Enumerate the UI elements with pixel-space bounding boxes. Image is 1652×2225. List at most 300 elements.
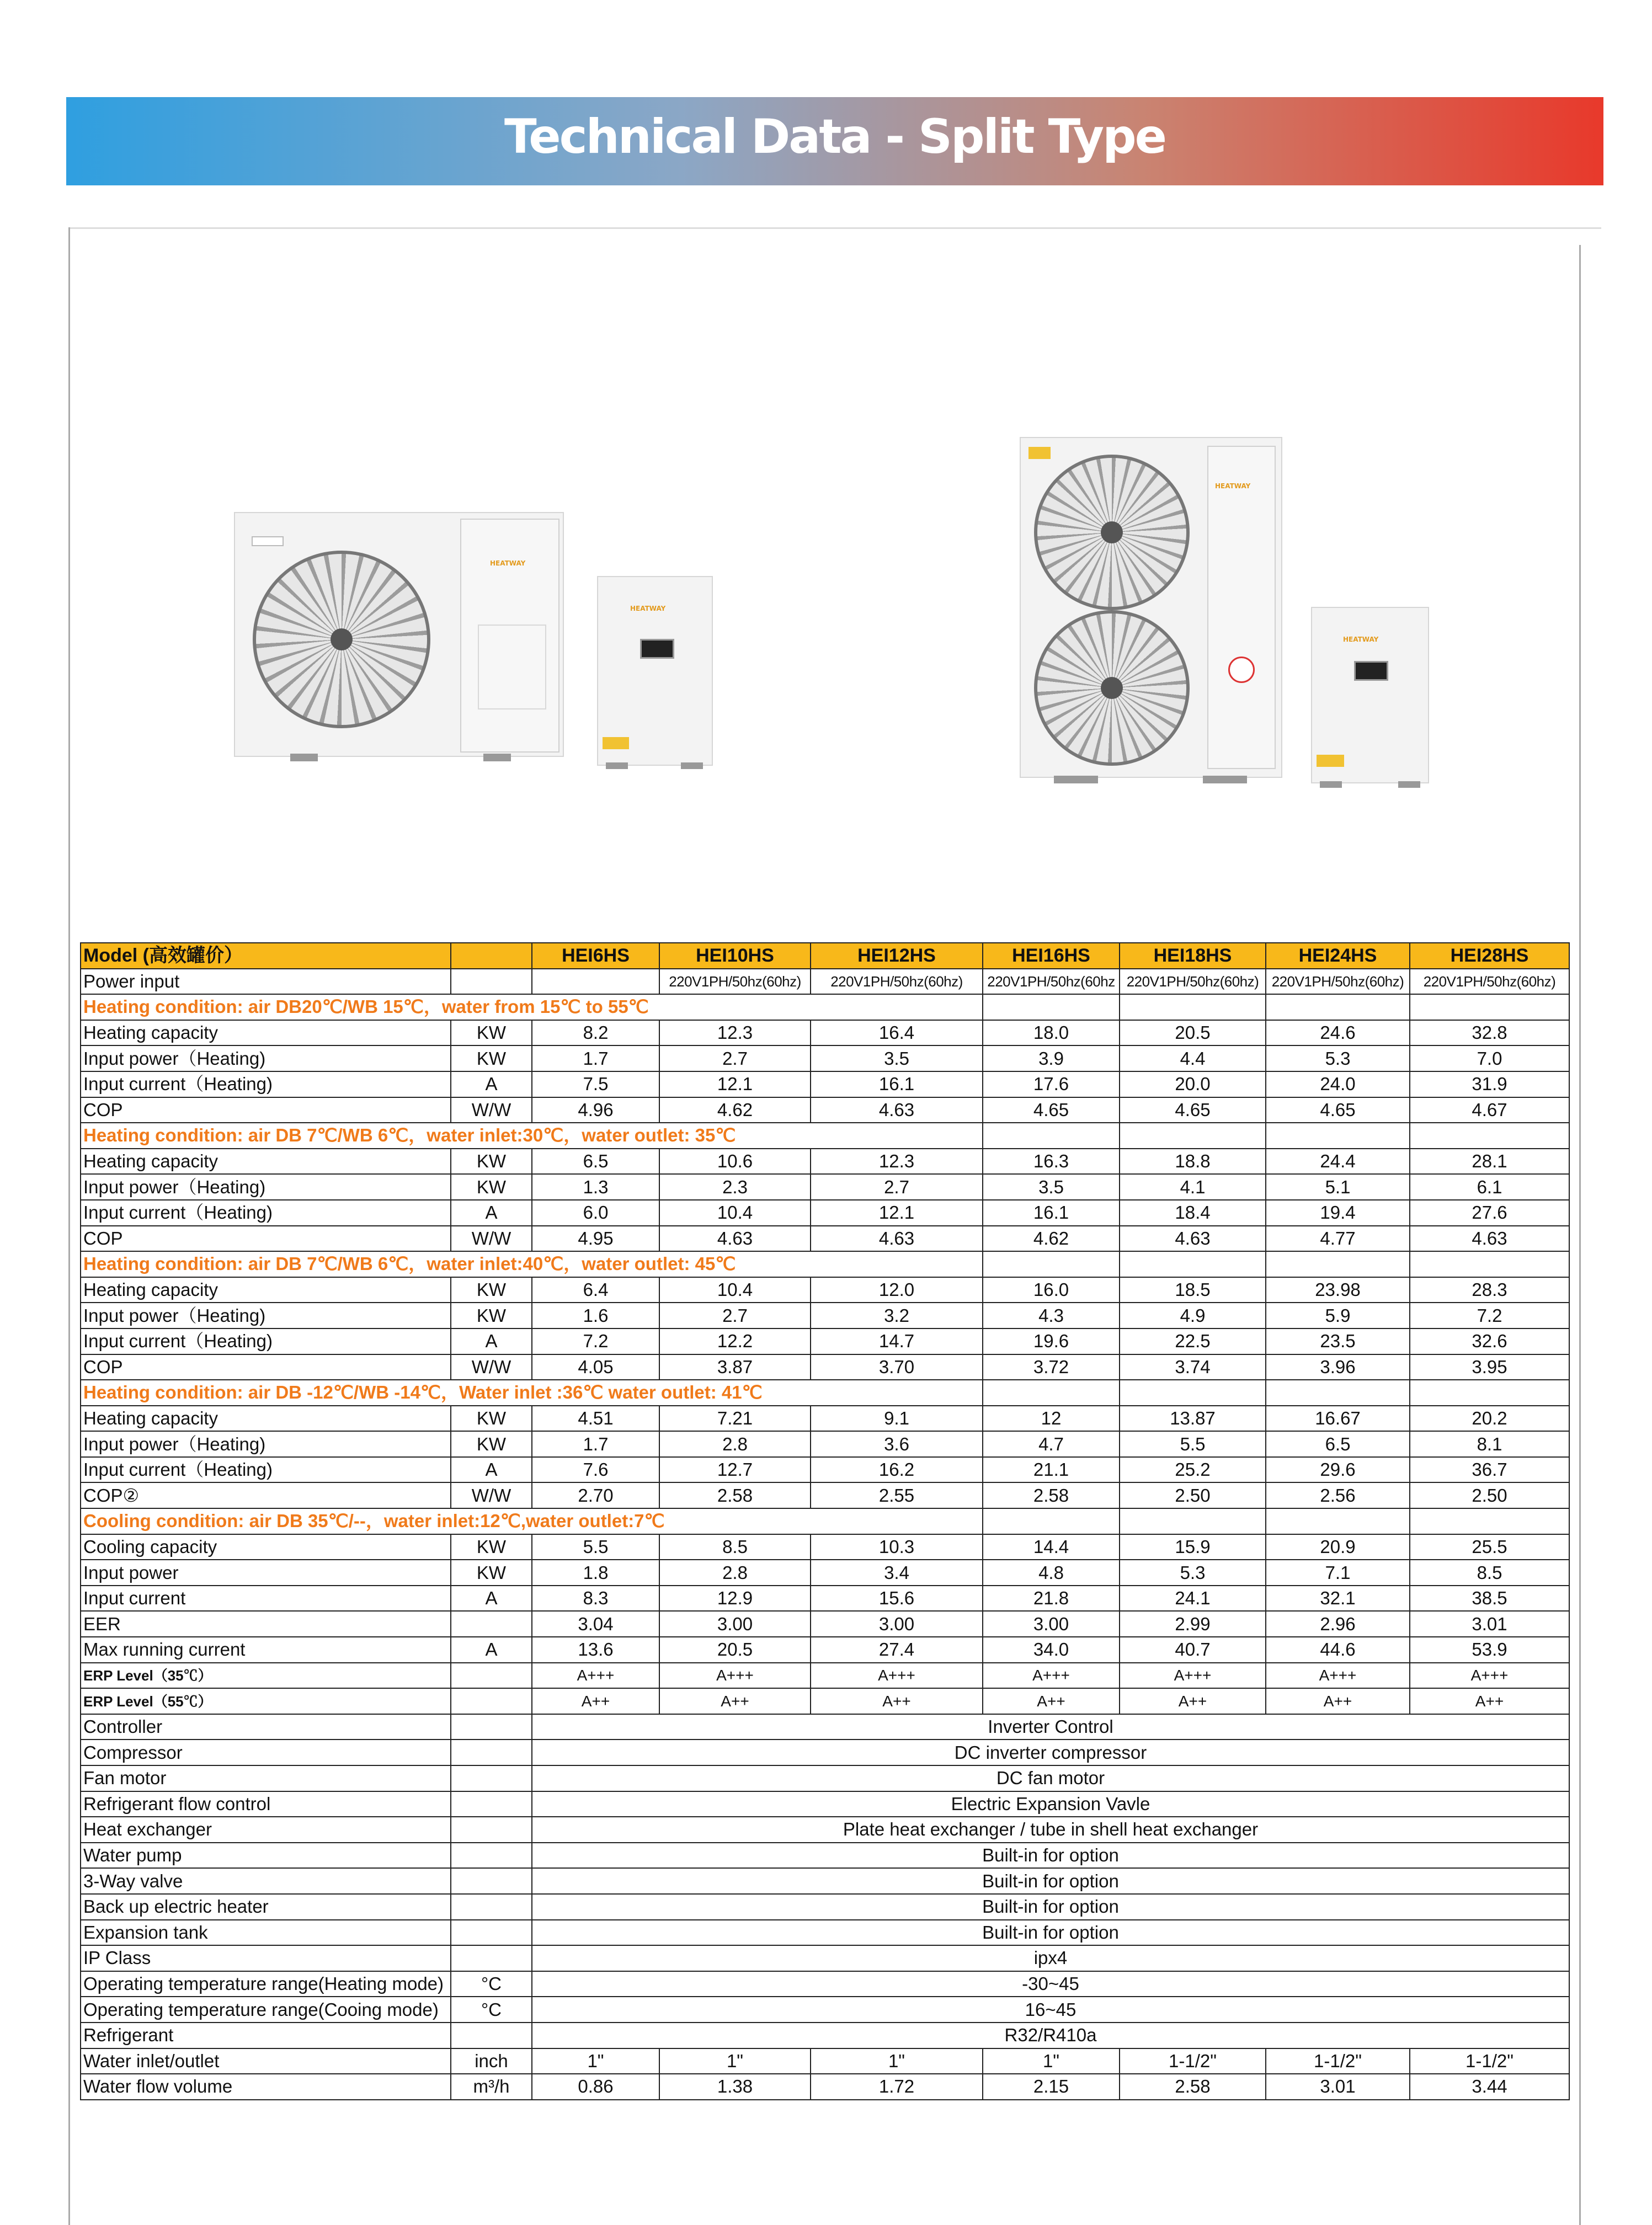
table-row xyxy=(81,1457,1569,1483)
table-cell: 12.1 xyxy=(659,1071,811,1097)
table-row xyxy=(81,1328,1569,1354)
row-label: IP Class xyxy=(81,1945,451,1971)
table-cell: 1.72 xyxy=(811,2074,983,2100)
table-cell: 1-1/2" xyxy=(1410,2048,1569,2074)
table-cell: 4.63 xyxy=(659,1226,811,1252)
condition-row xyxy=(81,1251,1569,1277)
table-cell: 7.21 xyxy=(659,1406,811,1432)
table-cell: 16.2 xyxy=(811,1457,983,1483)
table-row xyxy=(81,2074,1569,2100)
table-cell: 2.70 xyxy=(532,1482,659,1508)
table-cell xyxy=(1410,1251,1569,1277)
table-cell xyxy=(1266,1123,1410,1149)
table-cell: 4.67 xyxy=(1410,1097,1569,1123)
table-cell: 7.2 xyxy=(1410,1303,1569,1328)
table-cell: 4.63 xyxy=(811,1097,983,1123)
row-label: Water pump xyxy=(81,1843,451,1869)
merged-value: Inverter Control xyxy=(532,1714,1569,1740)
table-cell: 6.4 xyxy=(532,1277,659,1303)
common-row xyxy=(81,1971,1569,1997)
table-cell: 36.7 xyxy=(1410,1457,1569,1483)
controller-display xyxy=(1354,661,1388,681)
row-label: ERP Level（55℃） xyxy=(81,1688,451,1714)
table-cell: 14.7 xyxy=(811,1328,983,1354)
table-row xyxy=(81,1277,1569,1303)
table-cell: 8.5 xyxy=(1410,1560,1569,1586)
table-cell: 3.4 xyxy=(811,1560,983,1586)
row-label: Input current（Heating) xyxy=(81,1071,451,1097)
table-cell: 14.4 xyxy=(983,1534,1120,1560)
table-cell: 10.3 xyxy=(811,1534,983,1560)
table-cell: 18.4 xyxy=(1120,1200,1266,1226)
table-cell: 4.65 xyxy=(1120,1097,1266,1123)
row-label: Input power（Heating) xyxy=(81,1174,451,1200)
common-row xyxy=(81,1945,1569,1971)
row-unit: KW xyxy=(451,1431,532,1457)
row-unit: W/W xyxy=(451,1482,532,1508)
table-cell: 220V1PH/50hz(60hz) xyxy=(1410,969,1569,995)
table-cell: 3.2 xyxy=(811,1303,983,1328)
table-cell: 1.7 xyxy=(532,1431,659,1457)
table-cell: 0.86 xyxy=(532,2074,659,2100)
table-cell: 2.3 xyxy=(659,1174,811,1200)
table-row xyxy=(81,1354,1569,1380)
common-row xyxy=(81,1765,1569,1791)
row-label: Input power（Heating) xyxy=(81,1045,451,1071)
table-cell: 21.1 xyxy=(983,1457,1120,1483)
table-cell: 4.62 xyxy=(983,1226,1120,1252)
table-cell: A+++ xyxy=(659,1663,811,1689)
row-unit: A xyxy=(451,1457,532,1483)
table-cell xyxy=(1120,1508,1266,1534)
row-unit xyxy=(451,1740,532,1765)
table-cell: A++ xyxy=(1266,1688,1410,1714)
table-cell: 16.1 xyxy=(983,1200,1120,1226)
frame-right-border xyxy=(1579,245,1581,2225)
row-label: Max running current xyxy=(81,1637,451,1663)
table-cell: 8.3 xyxy=(532,1586,659,1612)
indoor-module xyxy=(1311,607,1429,783)
table-cell: 3.5 xyxy=(983,1174,1120,1200)
table-cell: 4.9 xyxy=(1120,1303,1266,1328)
spec-table-body xyxy=(81,943,1569,2100)
condition-row xyxy=(81,1380,1569,1406)
table-row xyxy=(81,1071,1569,1097)
table-cell: 12.2 xyxy=(659,1328,811,1354)
table-cell: 3.5 xyxy=(811,1045,983,1071)
table-header-row xyxy=(81,943,1569,969)
fan-icon xyxy=(1034,455,1190,610)
table-row xyxy=(81,1611,1569,1637)
table-cell: 3.87 xyxy=(659,1354,811,1380)
table-cell: 2.58 xyxy=(659,1482,811,1508)
table-cell: 27.6 xyxy=(1410,1200,1569,1226)
erp-row xyxy=(81,1663,1569,1689)
table-cell: 20.5 xyxy=(1120,1020,1266,1046)
table-cell: 28.1 xyxy=(1410,1149,1569,1175)
table-cell: 25.5 xyxy=(1410,1534,1569,1560)
table-cell: 3.00 xyxy=(659,1611,811,1637)
model-name: HEI28HS xyxy=(1410,943,1569,969)
table-cell: A+++ xyxy=(532,1663,659,1689)
table-cell: 8.5 xyxy=(659,1534,811,1560)
row-label: Controller xyxy=(81,1714,451,1740)
table-row xyxy=(81,1303,1569,1328)
table-cell xyxy=(1266,1251,1410,1277)
merged-value: R32/R410a xyxy=(532,2023,1569,2048)
row-label: Water flow volume xyxy=(81,2074,451,2100)
table-row xyxy=(81,1586,1569,1612)
row-unit: KW xyxy=(451,1277,532,1303)
table-cell: 16.0 xyxy=(983,1277,1120,1303)
table-cell: 9.1 xyxy=(811,1406,983,1432)
table-cell: 1.3 xyxy=(532,1174,659,1200)
row-unit: KW xyxy=(451,1149,532,1175)
table-cell: 4.63 xyxy=(811,1226,983,1252)
table-cell: 24.1 xyxy=(1120,1586,1266,1612)
table-cell: 6.1 xyxy=(1410,1174,1569,1200)
table-cell: 220V1PH/50hz(60hz) xyxy=(1266,969,1410,995)
row-label: Input current（Heating) xyxy=(81,1328,451,1354)
fan-icon xyxy=(253,551,430,728)
table-cell: 5.5 xyxy=(1120,1431,1266,1457)
table-cell: 1.38 xyxy=(659,2074,811,2100)
table-cell: 7.1 xyxy=(1266,1560,1410,1586)
table-cell xyxy=(983,1251,1120,1277)
table-cell: 12.0 xyxy=(811,1277,983,1303)
row-unit: KW xyxy=(451,1406,532,1432)
table-cell xyxy=(1120,994,1266,1020)
table-cell xyxy=(983,994,1120,1020)
table-cell: 4.95 xyxy=(532,1226,659,1252)
table-cell: 3.70 xyxy=(811,1354,983,1380)
brand-logo: HEATWAY xyxy=(1215,482,1251,490)
table-cell: 18.0 xyxy=(983,1020,1120,1046)
table-cell: 2.99 xyxy=(1120,1611,1266,1637)
table-cell: 7.5 xyxy=(532,1071,659,1097)
table-cell: 1.8 xyxy=(532,1560,659,1586)
condition-label: Heating condition: air DB -12℃/WB -14℃，Water inlet :36℃ water outlet: 41℃ xyxy=(81,1380,983,1406)
table-cell: 2.50 xyxy=(1410,1482,1569,1508)
row-label: Heat exchanger xyxy=(81,1817,451,1843)
frame-left-border xyxy=(68,227,70,2225)
common-row xyxy=(81,2023,1569,2048)
merged-value: DC fan motor xyxy=(532,1765,1569,1791)
condition-row xyxy=(81,1508,1569,1534)
table-cell: A++ xyxy=(1120,1688,1266,1714)
table-cell: 4.77 xyxy=(1266,1226,1410,1252)
row-label: Operating temperature range(Cooing mode) xyxy=(81,1997,451,2023)
table-cell: 12.3 xyxy=(811,1149,983,1175)
table-cell: 1-1/2" xyxy=(1266,2048,1410,2074)
table-cell: 25.2 xyxy=(1120,1457,1266,1483)
merged-value: Electric Expansion Vavle xyxy=(532,1791,1569,1817)
table-cell: 44.6 xyxy=(1266,1637,1410,1663)
table-cell xyxy=(983,1508,1120,1534)
row-label: COP xyxy=(81,1226,451,1252)
table-cell: 3.74 xyxy=(1120,1354,1266,1380)
common-row xyxy=(81,1817,1569,1843)
table-cell: 29.6 xyxy=(1266,1457,1410,1483)
table-cell: 1" xyxy=(532,2048,659,2074)
table-cell: A+++ xyxy=(1410,1663,1569,1689)
table-cell: 28.3 xyxy=(1410,1277,1569,1303)
table-cell: 2.96 xyxy=(1266,1611,1410,1637)
row-unit xyxy=(451,1663,532,1689)
row-unit xyxy=(451,1688,532,1714)
table-cell: 4.51 xyxy=(532,1406,659,1432)
side-panel xyxy=(460,519,559,753)
merged-value: ipx4 xyxy=(532,1945,1569,1971)
row-label: Heating capacity xyxy=(81,1277,451,1303)
table-cell: 2.58 xyxy=(1120,2074,1266,2100)
common-row xyxy=(81,1791,1569,1817)
row-unit: inch xyxy=(451,2048,532,2074)
table-cell: 32.1 xyxy=(1266,1586,1410,1612)
table-cell: 27.4 xyxy=(811,1637,983,1663)
row-unit: KW xyxy=(451,1020,532,1046)
model-name: HEI24HS xyxy=(1266,943,1410,969)
row-unit: A xyxy=(451,1071,532,1097)
indoor-module xyxy=(597,576,713,766)
row-unit: W/W xyxy=(451,1354,532,1380)
row-unit xyxy=(451,1843,532,1869)
row-unit xyxy=(451,2023,532,2048)
table-cell: 10.4 xyxy=(659,1277,811,1303)
table-cell: 12.1 xyxy=(811,1200,983,1226)
table-cell: A+++ xyxy=(983,1663,1120,1689)
table-cell: A++ xyxy=(659,1688,811,1714)
fan-icon xyxy=(1034,610,1190,766)
table-cell: 13.87 xyxy=(1120,1406,1266,1432)
row-unit: °C xyxy=(451,1971,532,1997)
merged-value: Plate heat exchanger / tube in shell heat exchanger xyxy=(532,1817,1569,1843)
table-cell: 20.5 xyxy=(659,1637,811,1663)
table-cell: 1" xyxy=(811,2048,983,2074)
table-cell: 12 xyxy=(983,1406,1120,1432)
row-unit: W/W xyxy=(451,1226,532,1252)
table-cell: 12.3 xyxy=(659,1020,811,1046)
table-cell: 38.5 xyxy=(1410,1586,1569,1612)
table-cell: 21.8 xyxy=(983,1586,1120,1612)
row-unit: KW xyxy=(451,1534,532,1560)
model-name: HEI18HS xyxy=(1120,943,1266,969)
table-cell: 3.6 xyxy=(811,1431,983,1457)
table-cell xyxy=(983,1123,1120,1149)
table-cell: 23.5 xyxy=(1266,1328,1410,1354)
table-cell: 5.3 xyxy=(1120,1560,1266,1586)
row-unit xyxy=(451,1611,532,1637)
table-row xyxy=(81,1534,1569,1560)
merged-value: Built-in for option xyxy=(532,1843,1569,1869)
table-cell: A++ xyxy=(811,1688,983,1714)
table-cell: 31.9 xyxy=(1410,1071,1569,1097)
table-row xyxy=(81,969,1569,995)
table-cell xyxy=(1410,994,1569,1020)
side-panel xyxy=(1207,446,1276,769)
common-row xyxy=(81,1868,1569,1894)
table-cell xyxy=(1266,994,1410,1020)
row-label: Refrigerant xyxy=(81,2023,451,2048)
table-cell: 16.67 xyxy=(1266,1406,1410,1432)
table-cell: 2.56 xyxy=(1266,1482,1410,1508)
model-header: Model (高效罐价） xyxy=(81,943,451,969)
table-cell xyxy=(1266,1380,1410,1406)
table-cell: 3.01 xyxy=(1266,2074,1410,2100)
row-unit: A xyxy=(451,1328,532,1354)
table-row xyxy=(81,1431,1569,1457)
table-cell: 6.5 xyxy=(532,1149,659,1175)
table-cell: 32.8 xyxy=(1410,1020,1569,1046)
erp-row xyxy=(81,1688,1569,1714)
table-cell: 4.4 xyxy=(1120,1045,1266,1071)
table-cell: 18.5 xyxy=(1120,1277,1266,1303)
merged-value: DC inverter compressor xyxy=(532,1740,1569,1765)
row-label: Water inlet/outlet xyxy=(81,2048,451,2074)
table-cell: 16.3 xyxy=(983,1149,1120,1175)
table-cell: 15.9 xyxy=(1120,1534,1266,1560)
merged-value: 16~45 xyxy=(532,1997,1569,2023)
row-label: Input current（Heating) xyxy=(81,1200,451,1226)
model-name: HEI6HS xyxy=(532,943,659,969)
row-unit: W/W xyxy=(451,1097,532,1123)
row-unit xyxy=(451,1945,532,1971)
table-cell: 4.7 xyxy=(983,1431,1120,1457)
table-cell: 4.65 xyxy=(983,1097,1120,1123)
row-label: Compressor xyxy=(81,1740,451,1765)
table-cell: 23.98 xyxy=(1266,1277,1410,1303)
condition-label: Heating condition: air DB 7℃/WB 6℃，water inlet:40℃，water outlet: 45℃ xyxy=(81,1251,983,1277)
table-cell: 53.9 xyxy=(1410,1637,1569,1663)
table-cell xyxy=(1120,1380,1266,1406)
row-unit: KW xyxy=(451,1303,532,1328)
row-label: Heating capacity xyxy=(81,1149,451,1175)
row-unit xyxy=(451,1868,532,1894)
condition-label: Heating condition: air DB20℃/WB 15℃，water from 15℃ to 55℃ xyxy=(81,994,983,1020)
table-cell: 3.00 xyxy=(983,1611,1120,1637)
table-row xyxy=(81,1637,1569,1663)
table-cell: 4.63 xyxy=(1410,1226,1569,1252)
table-cell: 4.1 xyxy=(1120,1174,1266,1200)
brand-logo: HEATWAY xyxy=(1343,636,1379,643)
table-cell: 1" xyxy=(983,2048,1120,2074)
table-cell: 2.7 xyxy=(659,1045,811,1071)
row-unit: A xyxy=(451,1200,532,1226)
table-cell: 40.7 xyxy=(1120,1637,1266,1663)
table-cell: 22.5 xyxy=(1120,1328,1266,1354)
table-cell xyxy=(1120,1123,1266,1149)
table-row xyxy=(81,1149,1569,1175)
merged-value: -30~45 xyxy=(532,1971,1569,1997)
table-cell: 16.4 xyxy=(811,1020,983,1046)
table-row xyxy=(81,1226,1569,1252)
frame-divider xyxy=(68,227,1601,229)
table-cell: 4.05 xyxy=(532,1354,659,1380)
row-label: EER xyxy=(81,1611,451,1637)
row-unit: KW xyxy=(451,1174,532,1200)
table-cell: 2.7 xyxy=(811,1174,983,1200)
title-banner xyxy=(66,97,1603,185)
row-label: COP② xyxy=(81,1482,451,1508)
row-label: Heating capacity xyxy=(81,1020,451,1046)
row-unit xyxy=(451,1920,532,1946)
table-cell xyxy=(1266,1508,1410,1534)
row-unit xyxy=(451,1765,532,1791)
table-cell xyxy=(983,1380,1120,1406)
row-label: Input current（Heating) xyxy=(81,1457,451,1483)
table-cell: 34.0 xyxy=(983,1637,1120,1663)
table-cell: 10.4 xyxy=(659,1200,811,1226)
row-label: Back up electric heater xyxy=(81,1894,451,1920)
condition-row xyxy=(81,1123,1569,1149)
common-row xyxy=(81,1894,1569,1920)
table-cell: 20.2 xyxy=(1410,1406,1569,1432)
table-cell: 20.9 xyxy=(1266,1534,1410,1560)
table-cell: 3.95 xyxy=(1410,1354,1569,1380)
row-label: COP xyxy=(81,1097,451,1123)
table-cell: 2.7 xyxy=(659,1303,811,1328)
table-cell: 220V1PH/50hz(60hz xyxy=(983,969,1120,995)
table-cell: 2.58 xyxy=(983,1482,1120,1508)
table-cell: 3.01 xyxy=(1410,1611,1569,1637)
table-cell: 5.3 xyxy=(1266,1045,1410,1071)
row-label: Input current xyxy=(81,1586,451,1612)
table-cell: 7.6 xyxy=(532,1457,659,1483)
row-label: Fan motor xyxy=(81,1765,451,1791)
row-unit xyxy=(451,1714,532,1740)
warning-symbol xyxy=(1228,657,1255,683)
table-cell: A++ xyxy=(1410,1688,1569,1714)
common-row xyxy=(81,1740,1569,1765)
table-cell: 3.9 xyxy=(983,1045,1120,1071)
table-cell: 3.04 xyxy=(532,1611,659,1637)
table-cell: 7.0 xyxy=(1410,1045,1569,1071)
table-cell: 7.2 xyxy=(532,1328,659,1354)
row-unit: m³/h xyxy=(451,2074,532,2100)
table-cell: 3.44 xyxy=(1410,2074,1569,2100)
table-cell: 3.00 xyxy=(811,1611,983,1637)
row-label: Refrigerant flow control xyxy=(81,1791,451,1817)
condition-label: Heating condition: air DB 7℃/WB 6℃，water inlet:30℃，water outlet: 35℃ xyxy=(81,1123,983,1149)
row-unit: A xyxy=(451,1637,532,1663)
table-row xyxy=(81,1482,1569,1508)
row-label: COP xyxy=(81,1354,451,1380)
table-cell: 2.55 xyxy=(811,1482,983,1508)
row-unit: KW xyxy=(451,1045,532,1071)
table-cell: 24.6 xyxy=(1266,1020,1410,1046)
table-cell: 12.7 xyxy=(659,1457,811,1483)
table-cell xyxy=(1410,1380,1569,1406)
table-cell: 24.4 xyxy=(1266,1149,1410,1175)
table-cell: 20.0 xyxy=(1120,1071,1266,1097)
table-row xyxy=(81,1406,1569,1432)
row-label: Input power（Heating) xyxy=(81,1303,451,1328)
table-cell: 4.63 xyxy=(1120,1226,1266,1252)
row-unit xyxy=(451,1817,532,1843)
table-cell: 19.4 xyxy=(1266,1200,1410,1226)
table-cell: 5.1 xyxy=(1266,1174,1410,1200)
row-unit: A xyxy=(451,1586,532,1612)
table-cell: 1-1/2" xyxy=(1120,2048,1266,2074)
row-label: Cooling capacity xyxy=(81,1534,451,1560)
table-cell: 1.6 xyxy=(532,1303,659,1328)
unit-header xyxy=(451,943,532,969)
controller-display xyxy=(640,639,674,659)
table-cell: 2.50 xyxy=(1120,1482,1266,1508)
table-cell: 4.96 xyxy=(532,1097,659,1123)
row-unit: KW xyxy=(451,1560,532,1586)
warning-label xyxy=(1317,755,1344,767)
